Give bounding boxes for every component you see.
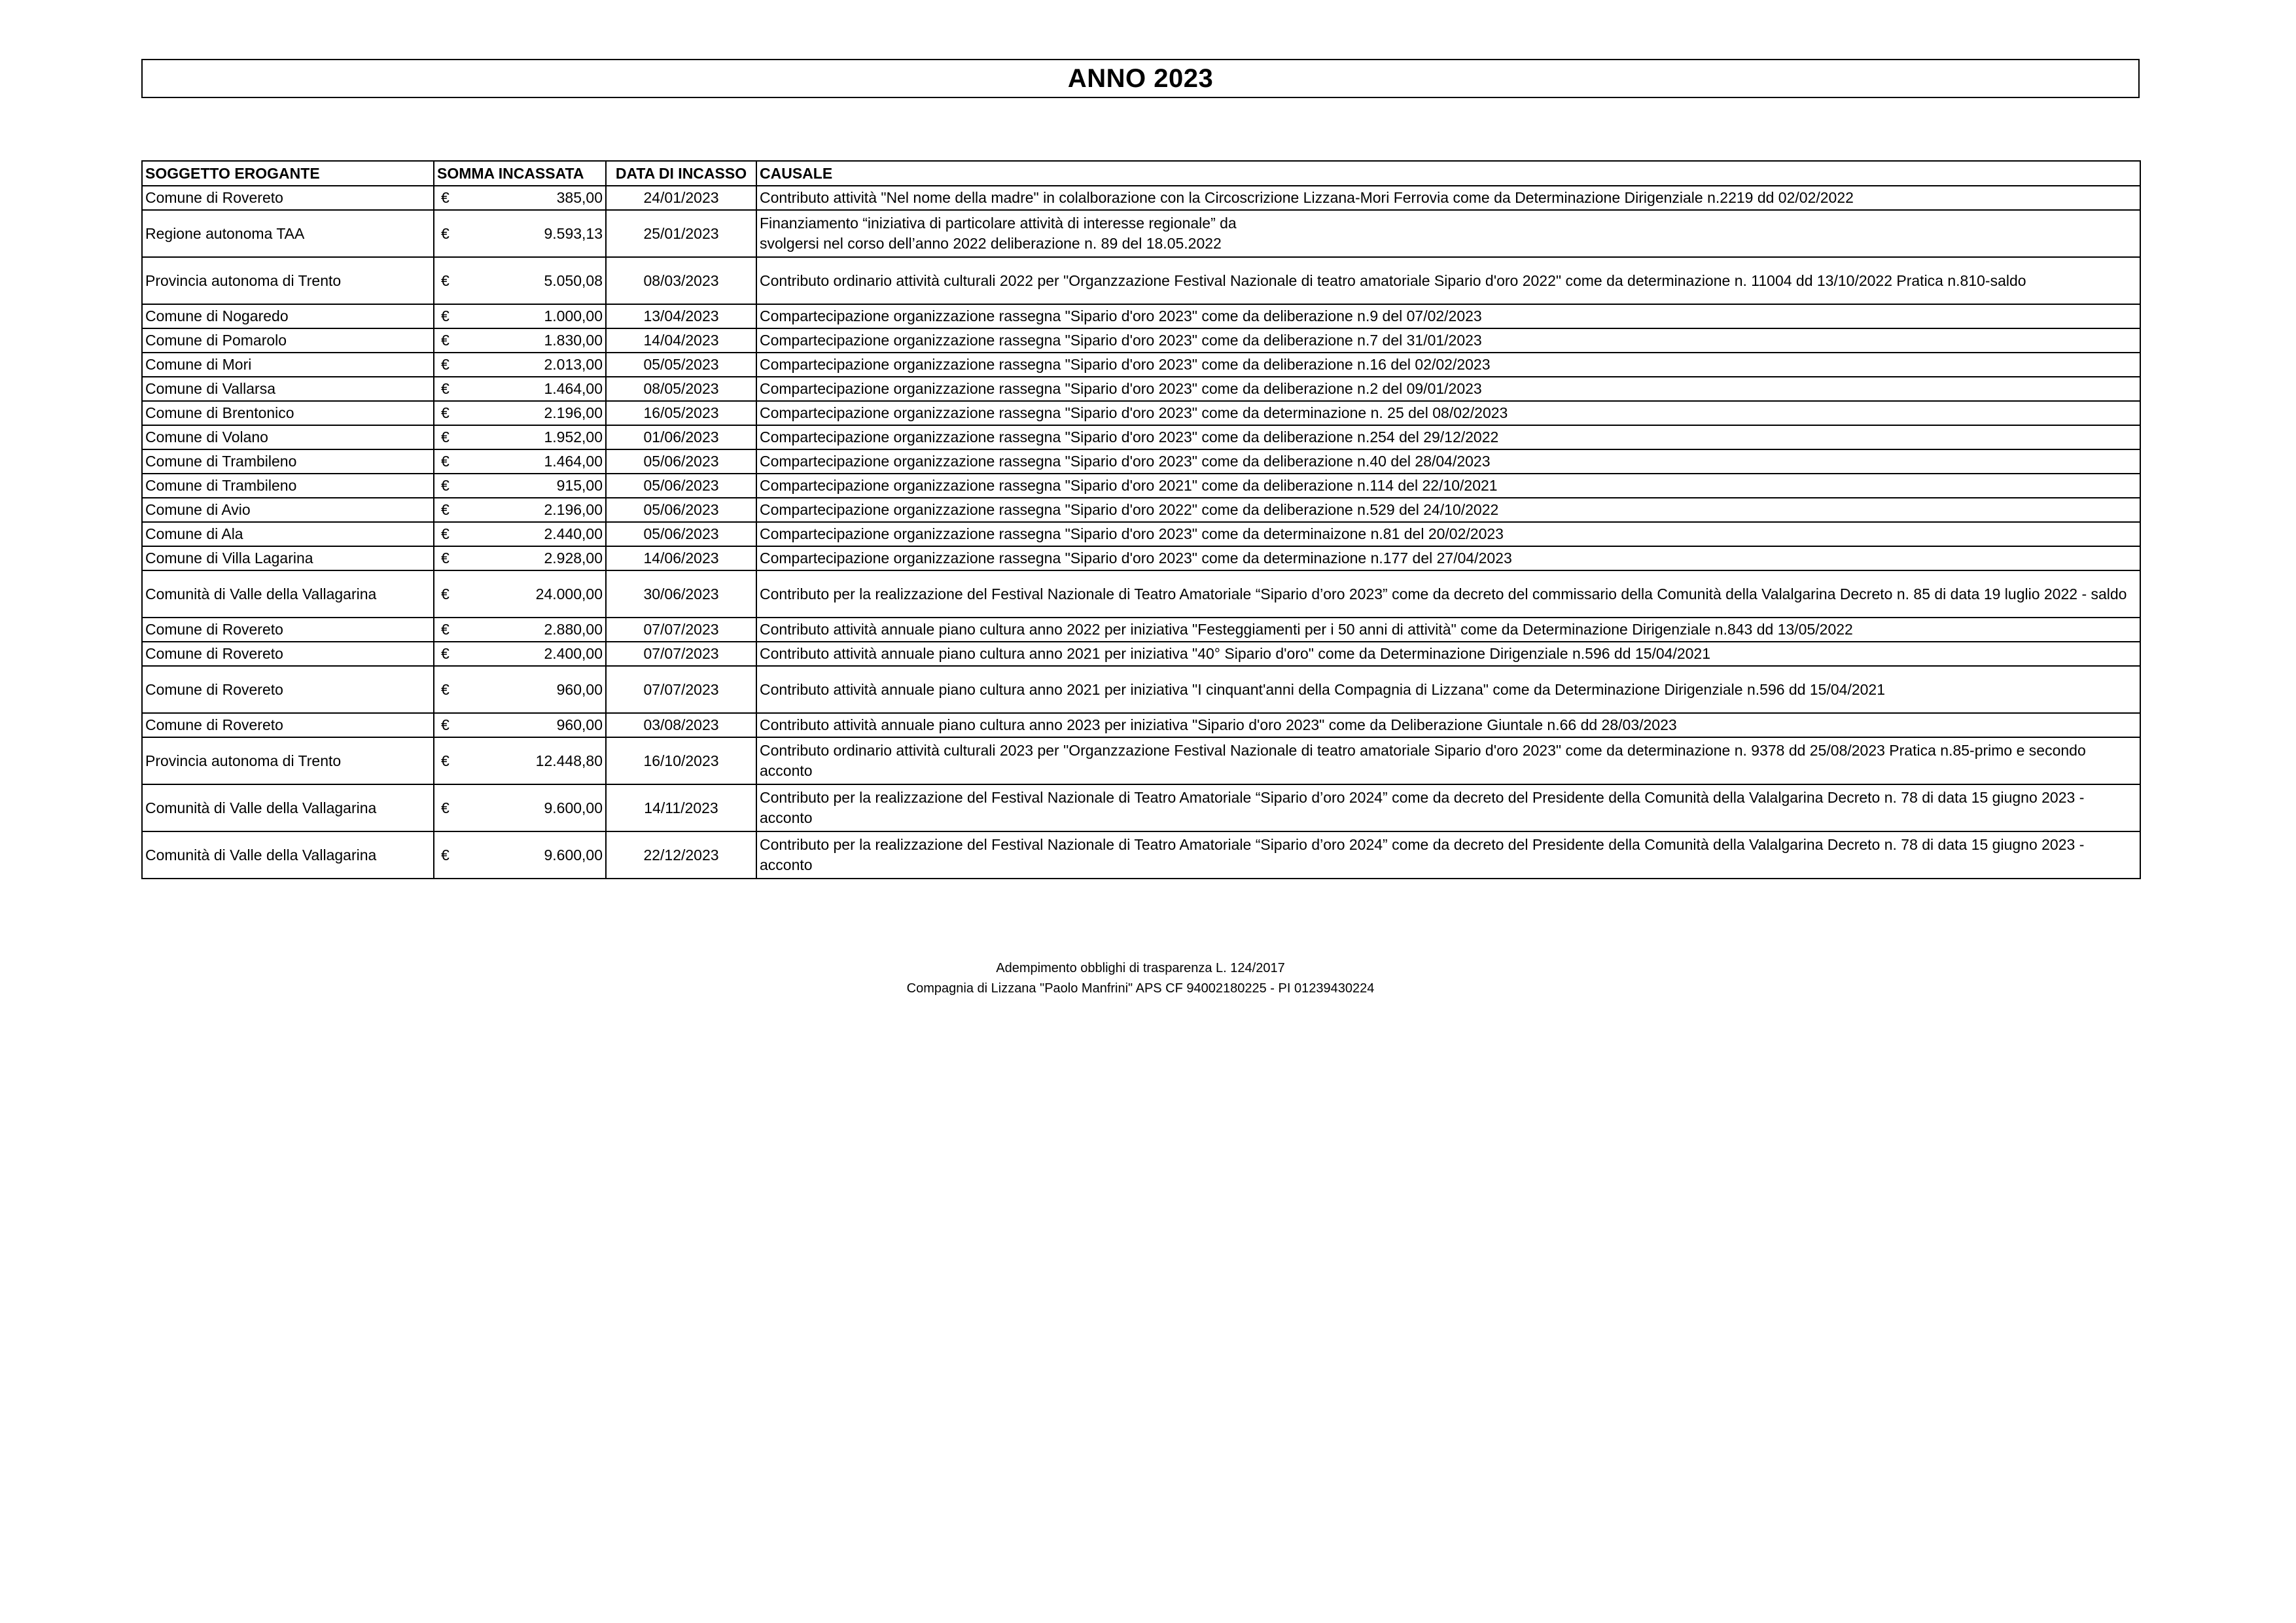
cell-causale: Contributo attività annuale piano cultura anno 2021 per iniziativa "I cinquant'anni della Compagnia di Lizzana" come da Determinazione Dirigenziale n.596 dd 15/04/2021	[756, 666, 2140, 713]
title-box	[141, 59, 2140, 98]
cell-soggetto: Regione autonoma TAA	[142, 210, 434, 257]
header-row	[142, 161, 2140, 186]
cell-soggetto: Provincia autonoma di Trento	[142, 257, 434, 304]
cell-causale: Compartecipazione organizzazione rassegna "Sipario d'oro 2022" come da deliberazione n.529 del 24/10/2022	[756, 498, 2140, 522]
footer-company-info: Compagnia di Lizzana "Paolo Manfrini" APS CF 94002180225 - PI 01239430224	[906, 981, 1375, 996]
cell-data: 16/05/2023	[606, 401, 756, 425]
cell-causale: Compartecipazione organizzazione rassegna "Sipario d'oro 2023" come da determinazione n. 25 del 08/02/2023	[756, 401, 2140, 425]
footer-transparency-note: Adempimento obblighi di trasparenza L. 124/2017	[996, 961, 1285, 975]
table-row	[142, 353, 2140, 377]
cell-causale: Finanziamento “iniziativa di particolare attività di interesse regionale” da svolgersi nel corso dell’anno 2022 deliberazione n. 89 del 18.05.2022	[756, 210, 2140, 257]
amount-value: 2.196,00	[544, 501, 603, 518]
cell-soggetto: Comune di Mori	[142, 353, 434, 377]
table-row	[142, 666, 2140, 713]
cell-causale: Compartecipazione organizzazione rassegna "Sipario d'oro 2023" come da determinazione n.177 del 27/04/2023	[756, 546, 2140, 570]
amount-value: 960,00	[556, 680, 603, 698]
cell-data: 14/11/2023	[606, 784, 756, 831]
amount-value: 2.013,00	[544, 356, 603, 373]
table-row	[142, 498, 2140, 522]
cell-somma	[434, 210, 606, 257]
cell-causale: Compartecipazione organizzazione rassegna "Sipario d'oro 2021" come da deliberazione n.114 del 22/10/2021	[756, 474, 2140, 498]
cell-soggetto: Comune di Rovereto	[142, 618, 434, 642]
cell-data: 07/07/2023	[606, 618, 756, 642]
grants-table	[141, 160, 2141, 879]
table-row	[142, 642, 2140, 666]
cell-somma	[434, 186, 606, 210]
cell-causale: Contributo ordinario attività culturali 2023 per "Organzzazione Festival Nazionale di teatro amatoriale Sipario d'oro 2023" come da determinazione n. 9378 dd 25/08/2023 Pratica n.85-primo e secondo acconto	[756, 737, 2140, 784]
amount-value: 2.196,00	[544, 404, 603, 421]
cell-data: 24/01/2023	[606, 186, 756, 210]
currency-symbol: €	[441, 271, 450, 289]
amount-value: 2.440,00	[544, 525, 603, 542]
amount-value: 1.000,00	[544, 307, 603, 324]
amount-value: 12.448,80	[535, 752, 603, 769]
cell-data: 05/06/2023	[606, 522, 756, 546]
table-row	[142, 737, 2140, 784]
currency-symbol: €	[441, 501, 450, 518]
currency-symbol: €	[441, 477, 450, 494]
cell-somma	[434, 522, 606, 546]
cell-soggetto: Comune di Brentonico	[142, 401, 434, 425]
cell-data: 05/06/2023	[606, 474, 756, 498]
cell-soggetto: Comune di Pomarolo	[142, 328, 434, 353]
cell-data: 22/12/2023	[606, 831, 756, 879]
currency-symbol: €	[441, 307, 450, 324]
cell-somma	[434, 353, 606, 377]
currency-symbol: €	[441, 404, 450, 421]
cell-data: 05/06/2023	[606, 449, 756, 474]
cell-somma	[434, 449, 606, 474]
cell-somma	[434, 377, 606, 401]
currency-symbol: €	[441, 224, 450, 242]
cell-causale: Compartecipazione organizzazione rassegna "Sipario d'oro 2023" come da determinaizone n.81 del 20/02/2023	[756, 522, 2140, 546]
cell-somma	[434, 498, 606, 522]
page-title: ANNO 2023	[1067, 63, 1214, 93]
table-row	[142, 186, 2140, 210]
cell-soggetto: Comune di Vallarsa	[142, 377, 434, 401]
cell-somma	[434, 257, 606, 304]
cell-soggetto: Comune di Ala	[142, 522, 434, 546]
cell-somma	[434, 784, 606, 831]
column-header-data: DATA DI INCASSO	[606, 161, 756, 186]
cell-data: 14/06/2023	[606, 546, 756, 570]
amount-value: 915,00	[556, 477, 603, 494]
currency-symbol: €	[441, 716, 450, 733]
cell-soggetto: Comune di Rovereto	[142, 186, 434, 210]
currency-symbol: €	[441, 846, 450, 864]
table-row	[142, 449, 2140, 474]
column-header-soggetto: SOGGETTO EROGANTE	[142, 161, 434, 186]
cell-soggetto: Comune di Avio	[142, 498, 434, 522]
currency-symbol: €	[441, 380, 450, 397]
cell-data: 08/03/2023	[606, 257, 756, 304]
cell-soggetto: Comune di Villa Lagarina	[142, 546, 434, 570]
cell-soggetto: Comune di Nogaredo	[142, 304, 434, 328]
cell-soggetto: Comune di Trambileno	[142, 474, 434, 498]
cell-causale: Contributo per la realizzazione del Festival Nazionale di Teatro Amatoriale “Sipario d’oro 2023” come da decreto del commissario della Comunità della Valalgarina Decreto n. 85 di data 19 luglio 2022 - saldo	[756, 570, 2140, 618]
cell-soggetto: Comune di Trambileno	[142, 449, 434, 474]
amount-value: 2.880,00	[544, 621, 603, 638]
table-row	[142, 210, 2140, 257]
cell-causale: Compartecipazione organizzazione rassegna "Sipario d'oro 2023" come da deliberazione n.9 del 07/02/2023	[756, 304, 2140, 328]
cell-data: 07/07/2023	[606, 642, 756, 666]
table-row	[142, 831, 2140, 879]
cell-data: 16/10/2023	[606, 737, 756, 784]
table-row	[142, 401, 2140, 425]
currency-symbol: €	[441, 453, 450, 470]
amount-value: 9.600,00	[544, 799, 603, 816]
cell-data: 14/04/2023	[606, 328, 756, 353]
cell-causale: Compartecipazione organizzazione rassegna "Sipario d'oro 2023" come da deliberazione n.2 del 09/01/2023	[756, 377, 2140, 401]
currency-symbol: €	[441, 621, 450, 638]
cell-causale: Compartecipazione organizzazione rassegna "Sipario d'oro 2023" come da deliberazione n.40 del 28/04/2023	[756, 449, 2140, 474]
cell-somma	[434, 328, 606, 353]
currency-symbol: €	[441, 585, 450, 602]
cell-somma	[434, 401, 606, 425]
table-row	[142, 522, 2140, 546]
cell-soggetto: Comune di Rovereto	[142, 642, 434, 666]
cell-somma	[434, 831, 606, 879]
cell-causale: Contributo attività annuale piano cultura anno 2021 per iniziativa "40° Sipario d'oro" come da Determinazione Dirigenziale n.596 dd 15/04/2021	[756, 642, 2140, 666]
cell-somma	[434, 474, 606, 498]
cell-data: 13/04/2023	[606, 304, 756, 328]
cell-somma	[434, 304, 606, 328]
table-row	[142, 713, 2140, 737]
amount-value: 1.830,00	[544, 332, 603, 349]
cell-somma	[434, 737, 606, 784]
cell-soggetto: Comunità di Valle della Vallagarina	[142, 784, 434, 831]
cell-soggetto: Comune di Volano	[142, 425, 434, 449]
cell-somma	[434, 425, 606, 449]
table-row	[142, 570, 2140, 618]
currency-symbol: €	[441, 332, 450, 349]
table-row	[142, 328, 2140, 353]
amount-value: 5.050,08	[544, 271, 603, 289]
table-row	[142, 618, 2140, 642]
currency-symbol: €	[441, 525, 450, 542]
table-row	[142, 425, 2140, 449]
table-row	[142, 257, 2140, 304]
amount-value: 9.593,13	[544, 224, 603, 242]
amount-value: 9.600,00	[544, 846, 603, 864]
cell-soggetto: Comunità di Valle della Vallagarina	[142, 831, 434, 879]
cell-data: 30/06/2023	[606, 570, 756, 618]
cell-causale: Compartecipazione organizzazione rassegna "Sipario d'oro 2023" come da deliberazione n.16 del 02/02/2023	[756, 353, 2140, 377]
currency-symbol: €	[441, 189, 450, 206]
cell-causale: Contributo attività annuale piano cultura anno 2023 per iniziativa "Sipario d'oro 2023" come da Deliberazione Giuntale n.66 dd 28/03/2023	[756, 713, 2140, 737]
cell-somma	[434, 618, 606, 642]
table-row	[142, 304, 2140, 328]
currency-symbol: €	[441, 645, 450, 662]
column-header-causale: CAUSALE	[756, 161, 2140, 186]
amount-value: 2.400,00	[544, 645, 603, 662]
table-row	[142, 474, 2140, 498]
amount-value: 1.464,00	[544, 453, 603, 470]
currency-symbol: €	[441, 428, 450, 445]
cell-causale: Contributo attività annuale piano cultura anno 2022 per iniziativa "Festeggiamenti per i 50 anni di attività" come da Determinazione Dirigenziale n.843 dd 13/05/2022	[756, 618, 2140, 642]
column-header-somma: SOMMA INCASSATA	[434, 161, 606, 186]
cell-causale: Compartecipazione organizzazione rassegna "Sipario d'oro 2023" come da deliberazione n.254 del 29/12/2022	[756, 425, 2140, 449]
currency-symbol: €	[441, 752, 450, 769]
cell-soggetto: Comunità di Valle della Vallagarina	[142, 570, 434, 618]
cell-soggetto: Provincia autonoma di Trento	[142, 737, 434, 784]
cell-soggetto: Comune di Rovereto	[142, 666, 434, 713]
cell-data: 07/07/2023	[606, 666, 756, 713]
cell-causale: Contributo per la realizzazione del Festival Nazionale di Teatro Amatoriale “Sipario d’oro 2024” come da decreto del Presidente della Comunità della Valalgarina Decreto n. 78 di data 15 giugno 2023 - acconto	[756, 831, 2140, 879]
cell-somma	[434, 570, 606, 618]
amount-value: 2.928,00	[544, 550, 603, 567]
cell-somma	[434, 642, 606, 666]
cell-somma	[434, 546, 606, 570]
cell-data: 05/05/2023	[606, 353, 756, 377]
cell-somma	[434, 666, 606, 713]
amount-value: 960,00	[556, 716, 603, 733]
cell-data: 01/06/2023	[606, 425, 756, 449]
currency-symbol: €	[441, 356, 450, 373]
footer	[141, 958, 2140, 999]
cell-data: 08/05/2023	[606, 377, 756, 401]
currency-symbol: €	[441, 799, 450, 816]
cell-data: 25/01/2023	[606, 210, 756, 257]
cell-data: 05/06/2023	[606, 498, 756, 522]
amount-value: 1.464,00	[544, 380, 603, 397]
cell-soggetto: Comune di Rovereto	[142, 713, 434, 737]
cell-causale: Contributo per la realizzazione del Festival Nazionale di Teatro Amatoriale “Sipario d’oro 2024” come da decreto del Presidente della Comunità della Valalgarina Decreto n. 78 di data 15 giugno 2023 - acconto	[756, 784, 2140, 831]
currency-symbol: €	[441, 550, 450, 567]
cell-causale: Compartecipazione organizzazione rassegna "Sipario d'oro 2023" come da deliberazione n.7 del 31/01/2023	[756, 328, 2140, 353]
amount-value: 24.000,00	[535, 585, 603, 602]
cell-data: 03/08/2023	[606, 713, 756, 737]
cell-causale: Contributo ordinario attività culturali 2022 per "Organzzazione Festival Nazionale di teatro amatoriale Sipario d'oro 2022" come da determinazione n. 11004 dd 13/10/2022 Pratica n.810-saldo	[756, 257, 2140, 304]
table-row	[142, 377, 2140, 401]
cell-somma	[434, 713, 606, 737]
currency-symbol: €	[441, 680, 450, 698]
amount-value: 1.952,00	[544, 428, 603, 445]
cell-causale: Contributo attività "Nel nome della madre" in colalborazione con la Circoscrizione Lizzana-Mori Ferrovia come da Determinazione Dirigenziale n.2219 dd 02/02/2022	[756, 186, 2140, 210]
table-row	[142, 546, 2140, 570]
amount-value: 385,00	[556, 189, 603, 206]
table-row	[142, 784, 2140, 831]
